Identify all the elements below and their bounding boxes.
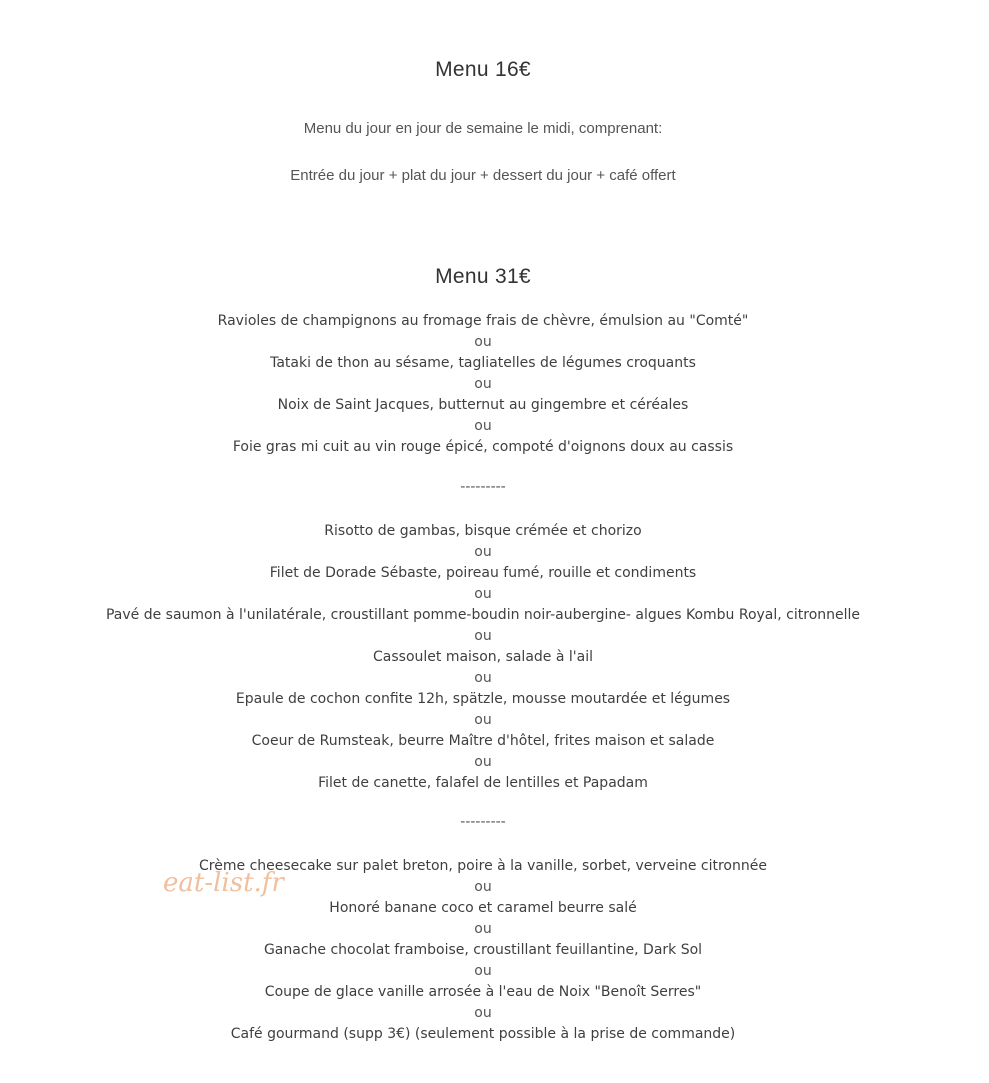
dish-item: Coeur de Rumsteak, beurre Maître d'hôtel, frites maison et salade xyxy=(251,733,715,749)
or-separator: ou xyxy=(474,963,492,979)
or-separator: ou xyxy=(474,1005,492,1021)
dish-item: Cassoulet maison, salade à l'ail xyxy=(373,649,593,665)
menu-16-contents: Entrée du jour + plat du jour + dessert du jour + café offert xyxy=(290,167,676,184)
or-separator: ou xyxy=(474,418,492,434)
or-separator: ou xyxy=(474,376,492,392)
or-separator: ou xyxy=(474,586,492,602)
dish-item: Honoré banane coco et caramel beurre salé xyxy=(329,900,637,916)
dish-item: Filet de canette, falafel de lentilles et Papadam xyxy=(318,775,648,791)
menu-16-description: Menu du jour en jour de semaine le midi, comprenant: xyxy=(303,120,663,137)
or-separator: ou xyxy=(474,628,492,644)
menu-31-title: Menu 31€ xyxy=(435,265,531,288)
or-separator: ou xyxy=(474,879,492,895)
dish-item: Crème cheesecake sur palet breton, poire à la vanille, sorbet, verveine citronnée xyxy=(199,858,767,874)
watermark-logo: eat-list.fr xyxy=(163,868,284,898)
separator: --------- xyxy=(460,814,506,830)
or-separator: ou xyxy=(474,754,492,770)
dish-item: Tataki de thon au sésame, tagliatelles de légumes croquants xyxy=(270,355,696,371)
dish-item: Ganache chocolat framboise, croustillant feuillantine, Dark Sol xyxy=(263,942,703,958)
separator: --------- xyxy=(460,479,506,495)
dish-item: Risotto de gambas, bisque crémée et chorizo xyxy=(324,523,642,539)
or-separator: ou xyxy=(474,921,492,937)
desserts-list xyxy=(0,856,966,1045)
entrees-list xyxy=(0,311,966,458)
or-separator: ou xyxy=(474,670,492,686)
or-separator: ou xyxy=(474,544,492,560)
plats-list xyxy=(0,521,966,794)
dish-item: Filet de Dorade Sébaste, poireau fumé, rouille et condiments xyxy=(269,565,697,581)
or-separator: ou xyxy=(474,712,492,728)
menu-16-title: Menu 16€ xyxy=(435,58,531,81)
dish-item: Ravioles de champignons au fromage frais de chèvre, émulsion au "Comté" xyxy=(217,313,749,329)
dish-item: Noix de Saint Jacques, butternut au gingembre et céréales xyxy=(277,397,689,413)
dish-item: Foie gras mi cuit au vin rouge épicé, compoté d'oignons doux au cassis xyxy=(232,439,734,455)
dish-item: Café gourmand (supp 3€) (seulement possible à la prise de commande) xyxy=(230,1026,736,1042)
or-separator: ou xyxy=(474,334,492,350)
dish-item: Epaule de cochon confite 12h, spätzle, mousse moutardée et légumes xyxy=(235,691,731,707)
dish-item: Coupe de glace vanille arrosée à l'eau de Noix "Benoît Serres" xyxy=(264,984,702,1000)
dish-item: Pavé de saumon à l'unilatérale, croustillant pomme-boudin noir-aubergine- algues Kombu Royal, citronnelle xyxy=(105,607,861,623)
